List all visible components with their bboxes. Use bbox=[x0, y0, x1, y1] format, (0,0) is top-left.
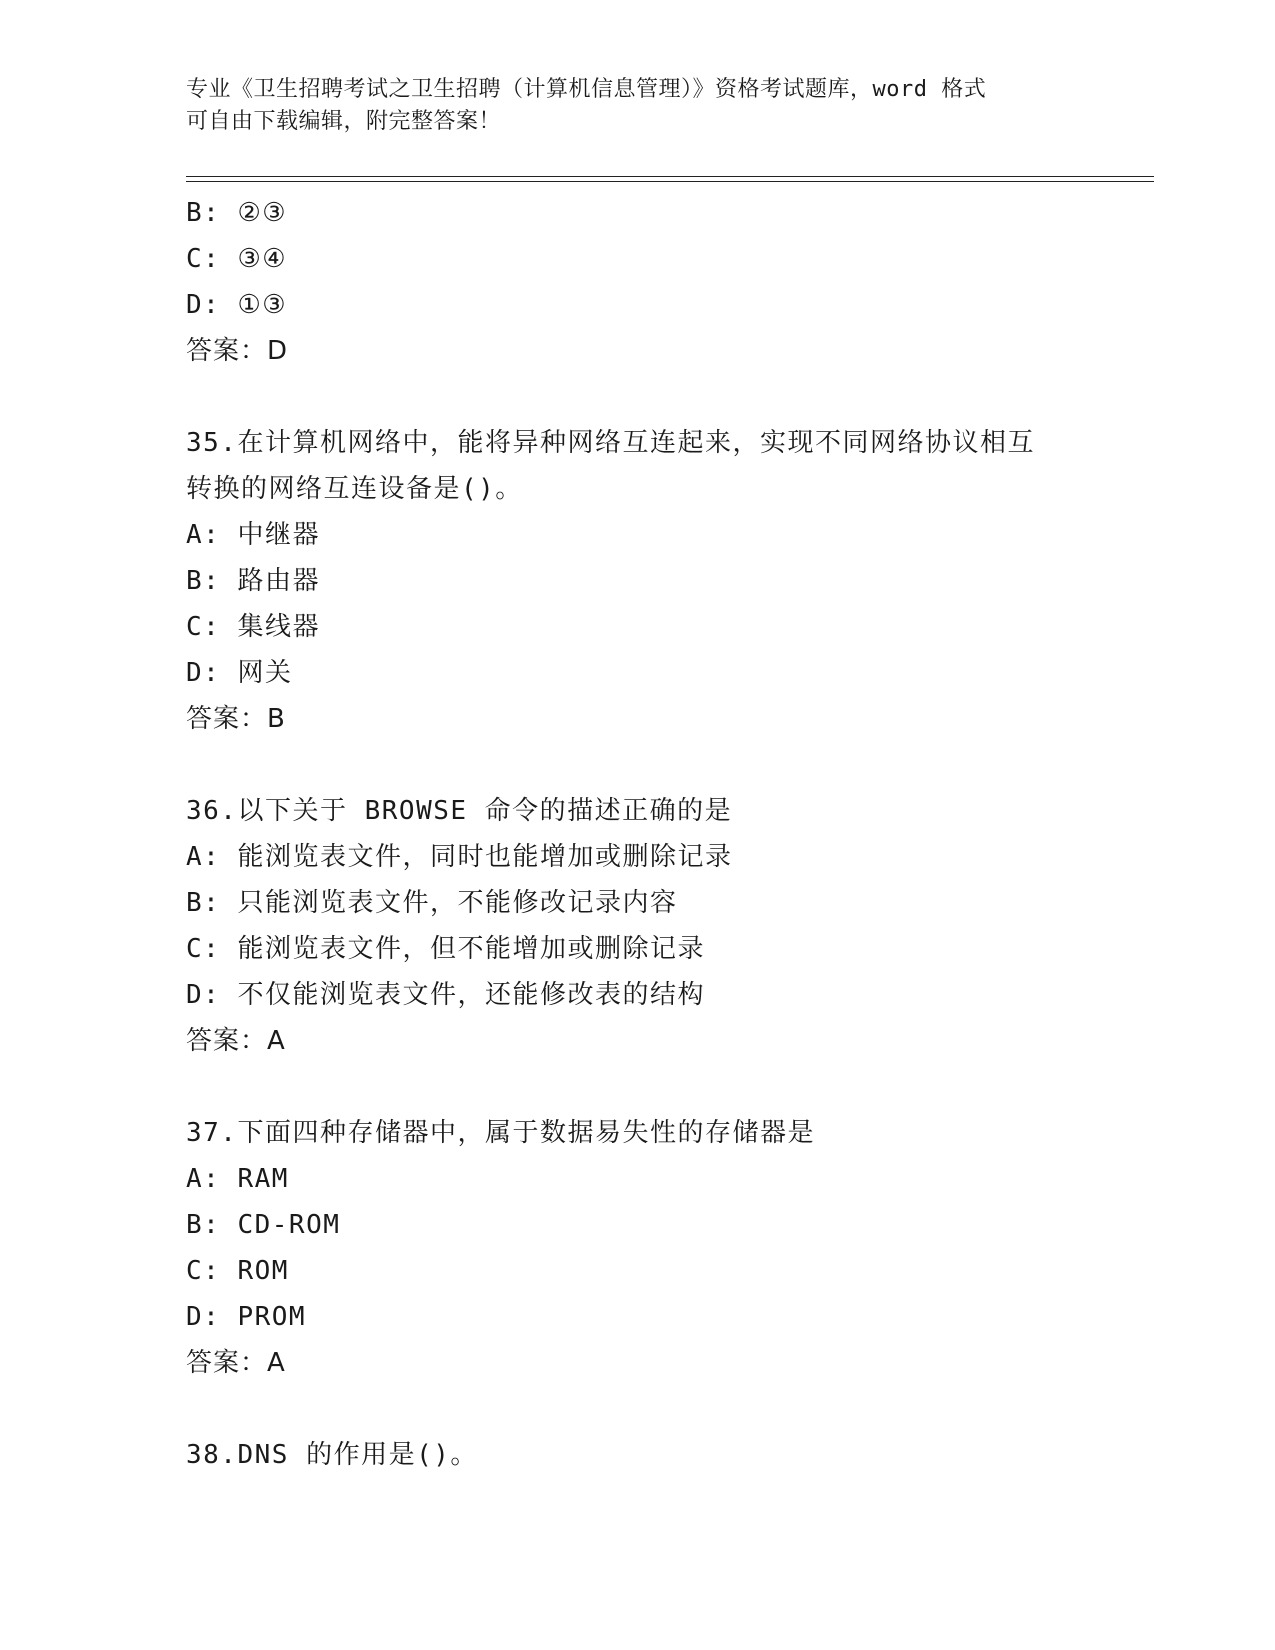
question-stem: 35.在计算机网络中，能将异种网络互连起来，实现不同网络协议相互 bbox=[186, 428, 1035, 458]
question-36 bbox=[186, 788, 1154, 1064]
header-line-1: 专业《卫生招聘考试之卫生招聘（计算机信息管理）》资格考试题库，word 格式 bbox=[186, 77, 987, 102]
option-c: C: 能浏览表文件，但不能增加或删除记录 bbox=[186, 934, 705, 964]
question-38 bbox=[186, 1432, 1154, 1478]
answer: 答案：A bbox=[186, 1026, 286, 1056]
question-stem: 38.DNS 的作用是()。 bbox=[186, 1440, 478, 1470]
option-c: C: ROM bbox=[186, 1256, 289, 1286]
document-header bbox=[186, 74, 1066, 138]
question-37 bbox=[186, 1110, 1154, 1386]
answer: 答案：A bbox=[186, 1348, 286, 1378]
option-d: D: 网关 bbox=[186, 658, 293, 688]
header-divider-top bbox=[186, 176, 1154, 177]
option-b: B: ②③ bbox=[186, 198, 288, 228]
question-stem-continued: 转换的网络互连设备是()。 bbox=[186, 474, 523, 504]
header-divider-bottom bbox=[186, 181, 1154, 182]
option-b: B: 只能浏览表文件，不能修改记录内容 bbox=[186, 888, 678, 918]
option-d: D: 不仅能浏览表文件，还能修改表的结构 bbox=[186, 980, 705, 1010]
question-34-tail bbox=[186, 190, 1154, 374]
option-c: C: 集线器 bbox=[186, 612, 320, 642]
option-b: B: 路由器 bbox=[186, 566, 320, 596]
question-35 bbox=[186, 420, 1154, 742]
option-b: B: CD-ROM bbox=[186, 1210, 341, 1240]
option-d: D: PROM bbox=[186, 1302, 307, 1332]
question-stem: 37.下面四种存储器中，属于数据易失性的存储器是 bbox=[186, 1118, 815, 1148]
answer: 答案：D bbox=[186, 336, 289, 366]
answer: 答案：B bbox=[186, 704, 286, 734]
option-a: A: RAM bbox=[186, 1164, 289, 1194]
question-list bbox=[186, 190, 1154, 1478]
option-c: C: ③④ bbox=[186, 244, 288, 274]
option-d: D: ①③ bbox=[186, 290, 288, 320]
option-a: A: 能浏览表文件，同时也能增加或删除记录 bbox=[186, 842, 733, 872]
option-a: A: 中继器 bbox=[186, 520, 320, 550]
question-stem: 36.以下关于 BROWSE 命令的描述正确的是 bbox=[186, 796, 733, 826]
header-line-2: 可自由下载编辑，附完整答案！ bbox=[186, 109, 502, 134]
